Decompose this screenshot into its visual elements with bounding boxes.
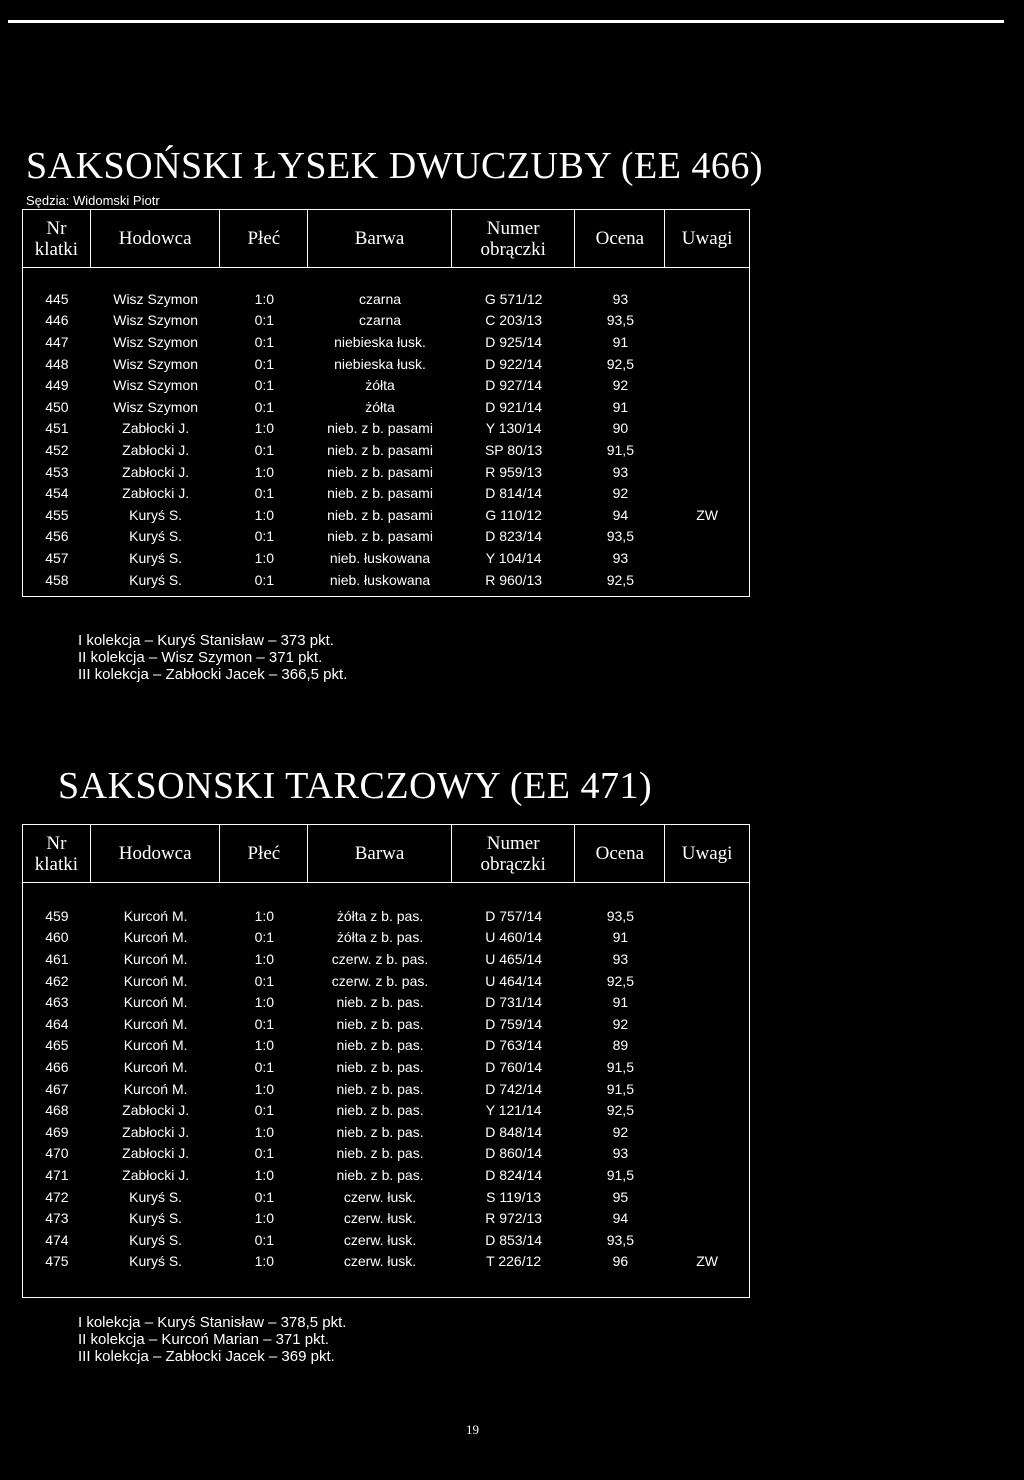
cell-hodowca: Kurcoń M. [123,907,188,924]
cell-ocena: 91,5 [606,1080,634,1097]
cell-barwa: nieb. z b. pas. [336,1037,424,1054]
header-ocena: Ocena [575,825,665,882]
header-ocena: Ocena [575,210,665,267]
header-uwagi: Uwagi [681,843,733,864]
cell-ocena: 93 [612,549,629,566]
cell-nr: 472 [45,1188,69,1205]
cell-plec: 0:1 [254,485,275,502]
cell-hodowca: Zabłocki J. [122,1102,190,1119]
cell-ocena: 92 [612,377,629,394]
cell-nr: 457 [45,549,69,566]
cell-barwa: czerw. łusk. [343,1188,417,1205]
summary-line: II kolekcja – Kurcoń Marian – 371 pkt. [78,1331,329,1348]
cell-barwa: nieb. z b. pasami [327,528,433,545]
cell-plec: 1:0 [254,549,275,566]
cell-numer: D 823/14 [485,528,543,545]
cell-hodowca: Wisz Szymon [113,290,199,307]
cell-ocena: 94 [612,506,629,523]
table-row [23,1035,749,1057]
cell-numer: G 110/12 [485,506,542,523]
cell-hodowca: Kurcoń M. [123,929,188,946]
cell-barwa: żółta z b. pas. [336,907,424,924]
cell-numer: D 853/14 [485,1231,543,1248]
cell-numer: D 814/14 [485,485,543,502]
table-row [23,331,749,353]
cell-barwa: niebieska łusk. [334,355,426,372]
section2-summary [78,1314,346,1365]
cell-barwa: nieb. z b. pasami [327,506,433,523]
cell-hodowca: Kurcoń M. [123,1015,188,1032]
cell-barwa: nieb. z b. pas. [336,1123,424,1140]
cell-ocena: 93 [612,290,629,307]
cell-numer: R 960/13 [485,571,543,588]
header-hodowca: Hodowca [91,825,221,882]
cell-hodowca: Kuryś S. [129,1188,183,1205]
cell-hodowca: Kurcoń M. [123,972,188,989]
cell-hodowca: Kuryś S. [129,528,183,545]
cell-ocena: 91,5 [606,441,634,458]
header-barwa: Barwa [308,825,452,882]
cell-plec: 0:1 [254,355,275,372]
cell-numer: U 464/14 [485,972,543,989]
cell-hodowca: Kurcoń M. [123,950,188,967]
summary-line: I kolekcja – Kuryś Stanisław – 373 pkt. [78,632,334,649]
cell-hodowca: Zabłocki J. [122,441,190,458]
cell-hodowca: Zabłocki J. [122,1166,190,1183]
cell-barwa: czerw. z b. pas. [331,950,429,967]
cell-barwa: czarna [359,312,402,329]
cell-ocena: 92 [612,1123,629,1140]
cell-barwa: czerw. łusk. [343,1210,417,1227]
table-body [23,883,749,1297]
cell-ocena: 92 [612,485,629,502]
section1-table [22,209,750,597]
table-row [23,374,749,396]
cell-barwa: nieb. z b. pas. [336,1166,424,1183]
table-row [23,927,749,949]
cell-nr: 463 [45,994,69,1011]
cell-numer: D 848/14 [485,1123,543,1140]
table-row [23,353,749,375]
table-row [23,461,749,483]
cell-numer: SP 80/13 [484,441,543,458]
cell-nr: 453 [45,463,69,480]
header-plec: Płeć [220,210,308,267]
cell-numer: D 731/14 [485,994,543,1011]
cell-numer: D 860/14 [485,1145,543,1162]
cell-plec: 0:1 [254,972,275,989]
cell-nr: 464 [45,1015,69,1032]
cell-ocena: 91 [612,398,629,415]
cell-nr: 461 [45,950,69,967]
section2-table [22,824,750,1298]
cell-nr: 467 [45,1080,69,1097]
table-row [23,1099,749,1121]
header-nr: Nr klatki [23,210,91,267]
cell-hodowca: Kurcoń M. [123,994,188,1011]
cell-barwa: nieb. z b. pas. [336,1058,424,1075]
cell-numer: Y 104/14 [485,549,542,566]
cell-hodowca: Wisz Szymon [113,312,199,329]
cell-barwa: żółta [365,377,395,394]
cell-ocena: 93 [612,950,629,967]
cell-plec: 1:0 [254,1080,275,1097]
cell-ocena: 93,5 [606,907,634,924]
cell-hodowca: Kurcoń M. [123,1037,188,1054]
cell-barwa: nieb. z b. pas. [336,1080,424,1097]
table-row [23,1164,749,1186]
cell-barwa: nieb. z b. pasami [327,485,433,502]
cell-numer: D 760/14 [485,1058,543,1075]
cell-nr: 468 [45,1102,69,1119]
cell-numer: U 460/14 [485,929,543,946]
table-row [23,288,749,310]
summary-line: I kolekcja – Kuryś Stanisław – 378,5 pkt. [78,1314,347,1331]
header-uwagi: Uwagi [681,228,733,249]
table-header [23,210,749,268]
cell-barwa: czarna [359,290,402,307]
cell-uwagi: ZW [696,506,718,523]
cell-numer: D 824/14 [485,1166,543,1183]
cell-ocena: 92,5 [606,1102,634,1119]
cell-plec: 0:1 [254,1145,275,1162]
cell-nr: 452 [45,441,69,458]
cell-hodowca: Wisz Szymon [113,333,199,350]
table-row [23,1056,749,1078]
cell-ocena: 93,5 [606,312,634,329]
table-row [23,948,749,970]
header-numer: Numer obrączki [452,210,576,267]
cell-barwa: żółta z b. pas. [336,929,424,946]
cell-nr: 455 [45,506,69,523]
cell-numer: D 757/14 [485,907,543,924]
header-barwa: Barwa [308,210,452,267]
table-row [23,526,749,548]
cell-barwa: nieb. z b. pasami [327,420,433,437]
cell-numer: R 959/13 [485,463,543,480]
cell-nr: 475 [45,1253,69,1270]
cell-nr: 448 [45,355,69,372]
cell-hodowca: Kuryś S. [129,506,183,523]
cell-plec: 1:0 [254,1210,275,1227]
cell-nr: 449 [45,377,69,394]
cell-nr: 459 [45,907,69,924]
cell-numer: R 972/13 [485,1210,543,1227]
cell-ocena: 93,5 [606,528,634,545]
table-row [23,1121,749,1143]
cell-ocena: 94 [612,1210,629,1227]
cell-barwa: niebieska łusk. [334,333,426,350]
cell-barwa: nieb. łuskowana [329,571,431,588]
header-plec: Płeć [220,825,308,882]
cell-plec: 1:0 [254,463,275,480]
judge-label: Sędzia: Widomski Piotr [26,193,160,208]
cell-numer: D 922/14 [485,355,543,372]
cell-numer: U 465/14 [485,950,543,967]
cell-hodowca: Zabłocki J. [122,485,190,502]
cell-numer: D 921/14 [485,398,543,415]
table-row [23,1207,749,1229]
cell-nr: 450 [45,398,69,415]
cell-barwa: nieb. z b. pas. [336,1015,424,1032]
cell-plec: 1:0 [254,994,275,1011]
cell-hodowca: Zabłocki J. [122,420,190,437]
cell-plec: 0:1 [254,333,275,350]
cell-ocena: 91 [612,929,629,946]
header-hodowca: Hodowca [91,210,221,267]
cell-plec: 1:0 [254,290,275,307]
cell-nr: 462 [45,972,69,989]
cell-plec: 0:1 [254,441,275,458]
cell-barwa: nieb. łuskowana [329,549,431,566]
cell-nr: 471 [45,1166,69,1183]
cell-nr: 458 [45,571,69,588]
cell-hodowca: Kuryś S. [129,1253,183,1270]
table-row [23,1078,749,1100]
cell-barwa: czerw. z b. pas. [331,972,429,989]
section1-summary [78,632,347,683]
cell-plec: 0:1 [254,312,275,329]
cell-hodowca: Zabłocki J. [122,463,190,480]
cell-barwa: żółta [365,398,395,415]
cell-ocena: 92,5 [606,571,634,588]
cell-plec: 1:0 [254,1253,275,1270]
cell-plec: 0:1 [254,528,275,545]
cell-plec: 0:1 [254,929,275,946]
cell-ocena: 91 [612,333,629,350]
cell-ocena: 93 [612,1145,629,1162]
table-row [23,1186,749,1208]
cell-nr: 469 [45,1123,69,1140]
cell-plec: 1:0 [254,1037,275,1054]
cell-ocena: 91,5 [606,1166,634,1183]
cell-hodowca: Kurcoń M. [123,1080,188,1097]
table-body [23,268,749,596]
cell-hodowca: Zabłocki J. [122,1123,190,1140]
table-row [23,1143,749,1165]
cell-ocena: 92,5 [606,355,634,372]
cell-numer: Y 130/14 [485,420,542,437]
cell-barwa: nieb. z b. pasami [327,463,433,480]
cell-hodowca: Wisz Szymon [113,398,199,415]
cell-numer: D 927/14 [485,377,543,394]
cell-numer: D 742/14 [485,1080,543,1097]
top-rule [8,20,1004,23]
cell-barwa: nieb. z b. pas. [336,1102,424,1119]
cell-hodowca: Wisz Szymon [113,355,199,372]
table-row [23,1229,749,1251]
table-row [23,439,749,461]
cell-ocena: 90 [612,420,629,437]
cell-nr: 454 [45,485,69,502]
cell-numer: T 226/12 [486,1253,542,1270]
cell-nr: 470 [45,1145,69,1162]
cell-nr: 446 [45,312,69,329]
cell-ocena: 92,5 [606,972,634,989]
cell-barwa: nieb. z b. pas. [336,1145,424,1162]
cell-hodowca: Wisz Szymon [113,377,199,394]
table-row [23,1013,749,1035]
cell-plec: 1:0 [254,1166,275,1183]
cell-nr: 474 [45,1231,69,1248]
cell-barwa: czerw. łusk. [343,1231,417,1248]
header-numer: Numer obrączki [452,825,576,882]
page-number: 19 [466,1422,479,1437]
cell-plec: 1:0 [254,420,275,437]
cell-ocena: 93,5 [606,1231,634,1248]
table-row [23,396,749,418]
cell-numer: Y 121/14 [485,1102,542,1119]
cell-nr: 445 [45,290,69,307]
cell-ocena: 92 [612,1015,629,1032]
cell-barwa: czerw. łusk. [343,1253,417,1270]
cell-plec: 0:1 [254,1015,275,1032]
cell-numer: S 119/13 [486,1188,542,1205]
summary-line: II kolekcja – Wisz Szymon – 371 pkt. [78,649,323,666]
cell-plec: 0:1 [254,1231,275,1248]
cell-numer: D 925/14 [485,333,543,350]
cell-hodowca: Kurcoń M. [123,1058,188,1075]
cell-plec: 1:0 [254,907,275,924]
cell-plec: 0:1 [254,571,275,588]
cell-nr: 456 [45,528,69,545]
cell-numer: D 759/14 [485,1015,543,1032]
cell-nr: 465 [45,1037,69,1054]
cell-numer: C 203/13 [485,312,543,329]
table-row [23,547,749,569]
header-nr: Nr klatki [23,825,91,882]
table-row [23,569,749,591]
cell-nr: 466 [45,1058,69,1075]
cell-plec: 1:0 [254,950,275,967]
cell-ocena: 91 [612,994,629,1011]
cell-hodowca: Kuryś S. [129,571,183,588]
cell-barwa: nieb. z b. pas. [336,994,424,1011]
cell-nr: 460 [45,929,69,946]
cell-nr: 451 [45,420,69,437]
cell-hodowca: Kuryś S. [129,1231,183,1248]
cell-ocena: 89 [612,1037,629,1054]
summary-line: III kolekcja – Zabłocki Jacek – 366,5 pkt. [78,666,348,683]
cell-ocena: 93 [612,463,629,480]
cell-nr: 447 [45,333,69,350]
cell-hodowca: Kuryś S. [129,549,183,566]
section1-title: SAKSOŃSKI ŁYSEK DWUCZUBY (EE 466) [26,145,764,187]
table-row [23,482,749,504]
cell-ocena: 91,5 [606,1058,634,1075]
cell-plec: 0:1 [254,1188,275,1205]
table-header [23,825,749,883]
cell-numer: G 571/12 [484,290,543,307]
cell-plec: 0:1 [254,398,275,415]
table-row [23,1251,749,1273]
cell-plec: 0:1 [254,377,275,394]
cell-hodowca: Kuryś S. [129,1210,183,1227]
cell-nr: 473 [45,1210,69,1227]
cell-plec: 1:0 [254,1123,275,1140]
cell-ocena: 95 [612,1188,629,1205]
cell-uwagi: ZW [696,1253,718,1270]
table-row [23,991,749,1013]
table-row [23,310,749,332]
cell-numer: D 763/14 [485,1037,543,1054]
cell-barwa: nieb. z b. pasami [327,441,433,458]
summary-line: III kolekcja – Zabłocki Jacek – 369 pkt. [78,1348,335,1365]
table-row [23,905,749,927]
cell-hodowca: Zabłocki J. [122,1145,190,1162]
cell-plec: 1:0 [254,506,275,523]
table-row [23,418,749,440]
cell-plec: 0:1 [254,1058,275,1075]
cell-ocena: 96 [612,1253,629,1270]
table-row [23,504,749,526]
cell-plec: 0:1 [254,1102,275,1119]
table-row [23,970,749,992]
section2-title: SAKSONSKI TARCZOWY (EE 471) [58,765,653,807]
